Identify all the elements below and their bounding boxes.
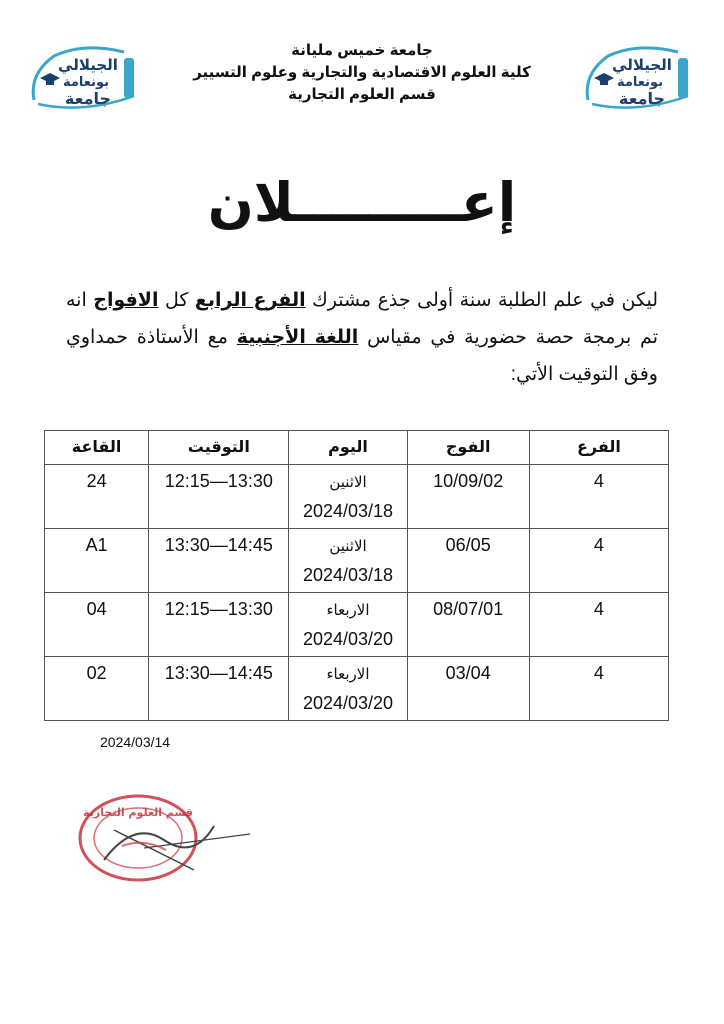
svg-text:بونعامة: بونعامة [62, 75, 110, 90]
cell-branch: 4 [529, 593, 668, 657]
time-range: 12:15—13:30 [164, 471, 273, 491]
cell-time [149, 465, 289, 529]
day-date: 2024/03/18 [302, 565, 394, 585]
cell-day [289, 657, 407, 721]
subject-emphasis: اللغة الأجنبية [236, 327, 359, 348]
svg-text:الجيلالي: الجيلالي [612, 56, 672, 74]
body-part-3: انه تم برمجة حصة حضورية في مقياس [66, 290, 658, 348]
svg-text:جامعة: جامعة [64, 89, 112, 108]
document-date: 2024/03/14 [100, 734, 171, 750]
table-row [45, 529, 669, 593]
announcement-title: إعـــــــــلان [207, 171, 517, 234]
cell-time [149, 593, 289, 657]
svg-text:الجيلالي: الجيلالي [58, 56, 118, 74]
header-group: الفوج [407, 431, 529, 465]
body-part-2: كل [158, 290, 195, 311]
groups-emphasis: الافواج [93, 290, 159, 311]
cell-room: A1 [45, 529, 149, 593]
header-day: اليوم [289, 431, 407, 465]
table-row [45, 465, 669, 529]
day-name: الاربعاء [326, 602, 370, 619]
table-row [45, 593, 669, 657]
time-range: 13:30—14:45 [164, 535, 273, 555]
cell-group: 08/07/01 [407, 593, 529, 657]
branch-emphasis: الفرع الرابع [194, 290, 306, 311]
table-header-row [45, 431, 669, 465]
department-stamp [74, 790, 254, 886]
faculty-name: كلية العلوم الاقتصادية والتجارية وعلوم التسيير [193, 64, 531, 81]
header-branch: الفرع [529, 431, 668, 465]
announcement-body [66, 282, 658, 393]
svg-text:جامعة: جامعة [618, 89, 666, 108]
cell-time [149, 657, 289, 721]
cell-day [289, 465, 407, 529]
cell-group: 03/04 [407, 657, 529, 721]
time-range: 12:15—13:30 [164, 599, 273, 619]
svg-text:بونعامة: بونعامة [616, 75, 664, 90]
cell-day [289, 529, 407, 593]
table-row [45, 657, 669, 721]
day-date: 2024/03/18 [302, 501, 394, 521]
department-name: قسم العلوم التجارية [288, 86, 436, 103]
cell-room: 04 [45, 593, 149, 657]
document-header [180, 40, 544, 106]
cell-day [289, 593, 407, 657]
cell-branch: 4 [529, 657, 668, 721]
body-part-4: مع الأستاذة حمداوي وفق التوقيت الأتي: [66, 327, 658, 385]
svg-text:قسم العلوم التجارية: قسم العلوم التجارية [83, 806, 193, 819]
header-time: التوقيت [149, 431, 289, 465]
day-name: الاثنين [329, 474, 367, 491]
day-date: 2024/03/20 [302, 629, 394, 649]
university-logo-left [24, 44, 142, 110]
time-range: 13:30—14:45 [164, 663, 273, 683]
cell-branch: 4 [529, 529, 668, 593]
day-date: 2024/03/20 [302, 693, 394, 713]
cell-group: 06/05 [407, 529, 529, 593]
cell-room: 24 [45, 465, 149, 529]
header-room: القاعة [45, 431, 149, 465]
day-name: الاثنين [329, 538, 367, 555]
cell-branch: 4 [529, 465, 668, 529]
day-name: الاربعاء [326, 666, 370, 683]
body-part-1: ليكن في علم الطلبة سنة أولى جذع مشترك [305, 290, 658, 311]
university-name: جامعة خميس مليانة [291, 42, 433, 59]
schedule-table [44, 430, 669, 721]
cell-room: 02 [45, 657, 149, 721]
cell-group: 10/09/02 [407, 465, 529, 529]
university-logo-right [578, 44, 696, 110]
cell-time [149, 529, 289, 593]
